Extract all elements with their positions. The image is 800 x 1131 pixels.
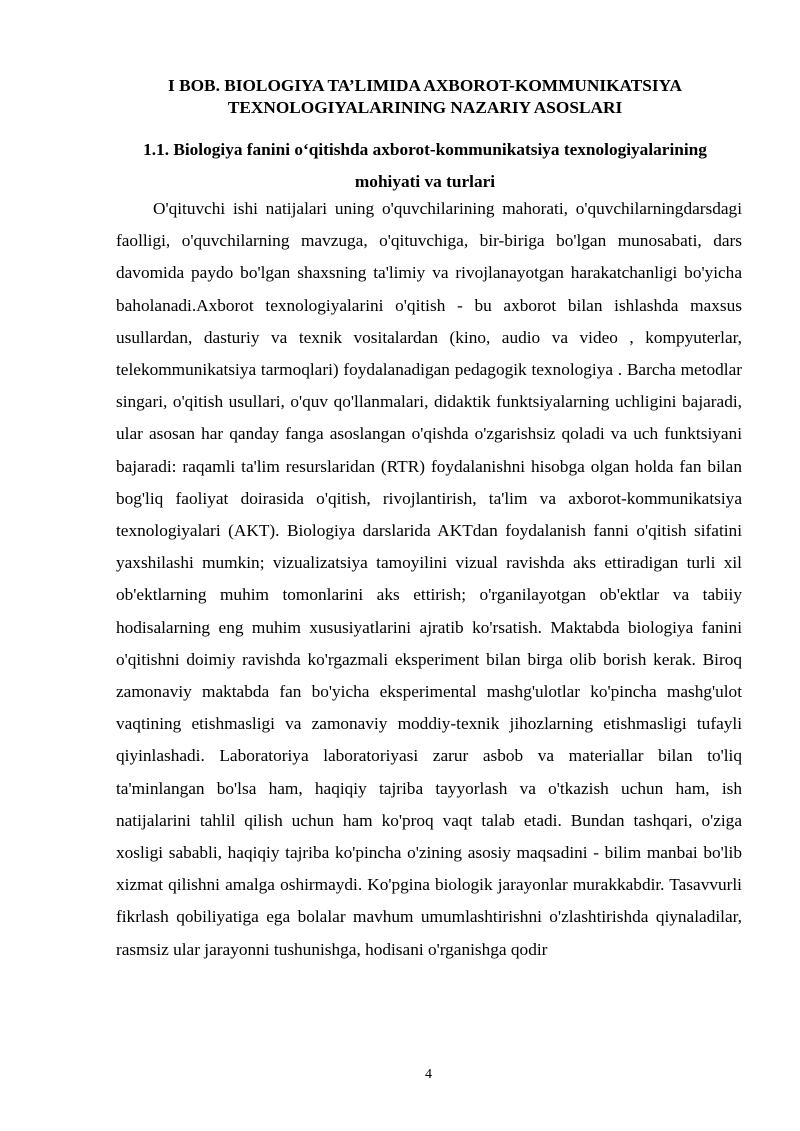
chapter-title: I BOB. BIOLOGIYA TA’LIMIDA AXBOROT-KOMMUNIKATSIYA TEXNOLOGIYALARINING NAZARIY ASOSLARI: [168, 76, 682, 117]
section-title: 1.1. Biologiya fanini o‘qitishda axborot-kommunikatsiya texnologiyalarining mohiyati va turlari: [143, 140, 707, 191]
page-number: 4: [425, 1067, 432, 1082]
body-paragraph: O'qituvchi ishi natijalari uning o'quvchilarining mahorati, o'quvchilarningdarsdagi faolligi, o'quvchilarning mavzuga, o'qituvchiga, bir-biriga bo'lgan munosabati, dars davomida paydo bo'lgan shaxsning ta'limiy va rivojlanayotgan harakatchanligi bo'yicha baholanadi.Axborot texnologiyalarini o'qitish - bu axborot bilan ishlashda maxsus usullardan, dasturiy va texnik vositalardan (kino, audio va video , kompyuterlar, telekommunikatsiya tarmoqlari) foydalanadigan pedagogik texnologiya . Barcha metodlar singari, o'qitish usullari, o'quv qo'llanmalari, didaktik funktsiyalarning uchligini bajaradi, ular asosan har qanday fanga asoslangan o'qishda o'zgarishsiz qoladi va uch funktsiyani bajaradi: raqamli ta'lim resurslaridan (RTR) foydalanishni hisobga olgan holda fan bilan bog'liq faoliyat doirasida o'qitish, rivojlantirish, ta'lim va axborot-kommunikatsiya texnologiyalari (AKT). Biologiya darslarida AKTdan foydalanish fanni o'qitish sifatini yaxshilashi mumkin; vizualizatsiya tamoyilini vizual ravishda aks ettiradigan turli xil ob'ektlarning muhim tomonlarini aks ettirish; o'rganilayotgan ob'ektlar va tabiiy hodisalarning eng muhim xususiyatlarini ajratib ko'rsatish. Maktabda biologiya fanini o'qitishni doimiy ravishda ko'rgazmali eksperiment bilan birga olib borish kerak. Biroq zamonaviy maktabda fan bo'yicha eksperimental mashg'ulotlar ko'pincha mashg'ulot vaqtining etishmasligi va zamonaviy moddiy-texnik jihozlarning etishmasligi tufayli qiyinlashadi. Laboratoriya laboratoriyasi zarur asbob va materiallar bilan to'liq ta'minlangan bo'lsa ham, haqiqiy tajriba tayyorlash va o'tkazish uchun ham, ish natijalarini tahlil qilish uchun ham ko'proq vaqt talab etadi. Bundan tashqari, o'ziga xosligi sababli, haqiqiy tajriba ko'pincha o'zining asosiy maqsadini - bilim manbai bo'lib xizmat qilishni amalga oshirmaydi. Ko'pgina biologik jarayonlar murakkabdir. Tasavvurli fikrlash qobiliyatiga ega bolalar mavhum umumlashtirishni o'zlashtirishda qiynaladilar, rasmsiz ular jarayonni tushunishga, hodisani o'rganishga qodir: [116, 199, 742, 959]
